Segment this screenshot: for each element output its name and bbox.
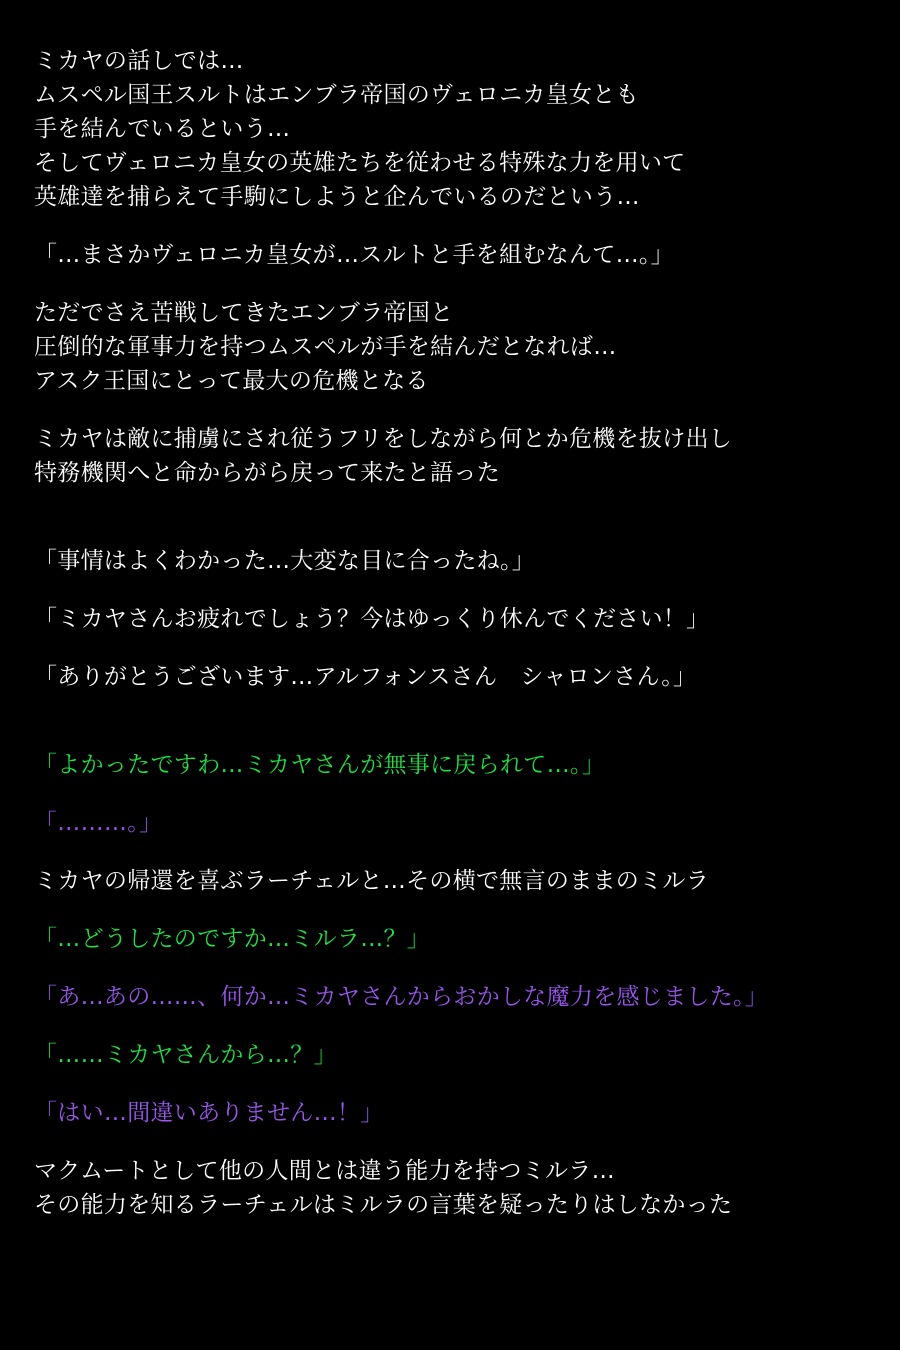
line-spacer [34,840,870,864]
line-spacer [34,214,870,238]
story-line: 「ミカヤさんお疲れでしょう？今はゆっくり休んでください！」 [34,606,710,632]
line-spacer [34,398,870,422]
story-line: 「……ミカヤさんから…？」 [34,1042,337,1068]
line-spacer [34,578,870,602]
story-line: ただでさえ苦戦してきたエンブラ帝国と [34,300,454,326]
story-line: 英雄達を捕らえて手駒にしようと企んでいるのだという… [34,184,640,210]
line-spacer [34,636,870,660]
line-spacer [34,1130,870,1154]
line-spacer [34,782,870,806]
story-line: 「はい…間違いありません…！」 [34,1100,384,1126]
line-spacer [34,898,870,922]
line-spacer [34,272,870,296]
story-line: 「あ…あの……、何か…ミカヤさんからおかしな魔力を感じました。」 [34,984,769,1010]
line-spacer [34,490,870,544]
story-line: 「ありがとうございます…アルフォンスさん シャロンさん。」 [34,664,697,690]
story-line: 手を結んでいるという… [34,116,291,142]
story-line: マクムートとして他の人間とは違う能力を持つミルラ… [34,1158,615,1184]
story-line: 「事情はよくわかった…大変な目に合ったね。」 [34,548,536,574]
line-spacer [34,694,870,748]
story-line: 圧倒的な軍事力を持つムスペルが手を結んだとなれば… [34,334,617,360]
line-spacer [34,1072,870,1096]
story-line: ムスペル国王スルトはエンブラ帝国のヴェロニカ皇女とも [34,82,639,108]
story-line: そしてヴェロニカ皇女の英雄たちを従わせる特殊な力を用いて [34,150,686,176]
story-line: その能力を知るラーチェルはミルラの言葉を疑ったりはしなかった [34,1192,733,1218]
story-line: ミカヤは敵に捕虜にされ従うフリをしながら何とか危機を抜け出し [34,426,733,452]
line-spacer [34,956,870,980]
line-spacer [34,1014,870,1038]
story-line: 「…まさかヴェロニカ皇女が…スルトと手を組むなんて…。」 [34,242,674,268]
story-line: ミカヤの帰還を喜ぶラーチェルと…その横で無言のままのミルラ [34,868,710,894]
story-line: 「よかったですわ…ミカヤさんが無事に戻られて…。」 [34,752,605,778]
story-line: 「………。」 [34,810,163,836]
story-line: 特務機関へと命からがら戻って来たと語った [34,460,500,486]
story-line: 「…どうしたのですか…ミルラ…？」 [34,926,431,952]
story-line: ミカヤの話しでは… [34,48,244,74]
story-line: アスク王国にとって最大の危機となる [34,368,429,394]
